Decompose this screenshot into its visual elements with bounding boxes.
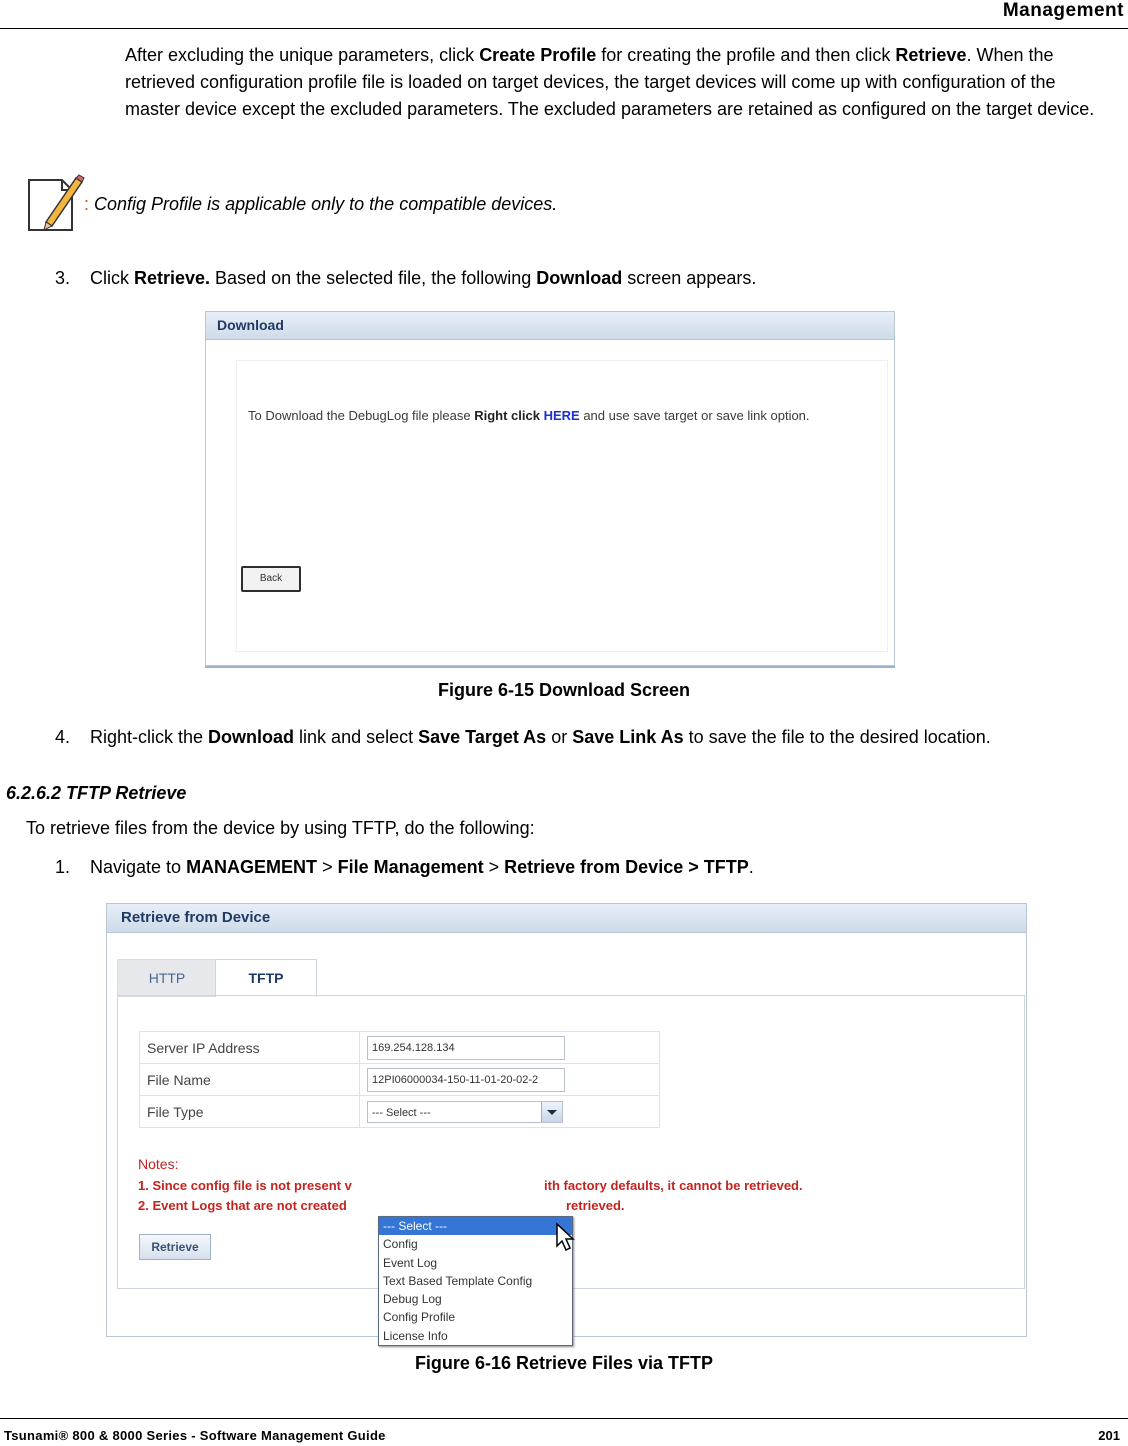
figure-caption-tftp: Figure 6-16 Retrieve Files via TFTP bbox=[414, 1353, 714, 1373]
step-4-bold-1: Download bbox=[208, 727, 295, 747]
note-colon: : bbox=[84, 194, 90, 214]
step-3-text-1: Click bbox=[90, 268, 134, 288]
section-intro: To retrieve files from the device by using TFTP, do the following: bbox=[26, 818, 535, 838]
dropdown-option[interactable]: Event Log bbox=[383, 1255, 438, 1270]
step-4-text-4: to save the file to the desired location. bbox=[683, 727, 991, 747]
notes-heading: Notes: bbox=[138, 1156, 179, 1172]
server-ip-label: Server IP Address bbox=[140, 1032, 360, 1064]
step-4-bold-3: Save Link As bbox=[572, 727, 684, 747]
note-body: Config Profile is applicable only to the compatible devices. bbox=[89, 194, 558, 214]
footer-doc-title: Tsunami® 800 & 8000 Series - Software Management Guide bbox=[4, 1428, 386, 1443]
step-3-number: 3. bbox=[55, 268, 71, 288]
step-4-text-1: Right-click the bbox=[90, 727, 209, 747]
note-pencil-icon bbox=[26, 172, 88, 232]
file-type-cell bbox=[360, 1096, 660, 1128]
form-row-file-type bbox=[140, 1096, 660, 1128]
download-panel-body bbox=[236, 360, 888, 652]
intro-text-3: . When the retrieved configuration profile file is loaded on target devices, the target devices will come up with configuration of the master device except the excluded parameters. The excluded parameters are retained as configured on the target device. bbox=[125, 45, 1095, 119]
download-message bbox=[248, 408, 810, 423]
figure-caption-download: Figure 6-15 Download Screen bbox=[437, 680, 691, 700]
note-1-end: ith factory defaults, it cannot be retrieved. bbox=[544, 1178, 803, 1193]
create-profile-term: Create Profile bbox=[479, 45, 597, 65]
intro-paragraph bbox=[125, 42, 1105, 123]
step-1-text-2: > bbox=[317, 857, 338, 877]
download-screen-figure bbox=[205, 311, 895, 666]
step-4 bbox=[55, 727, 991, 748]
footer-page-number: 201 bbox=[1098, 1428, 1120, 1443]
dropdown-option[interactable]: Config Profile bbox=[383, 1310, 456, 1325]
page-header-title: Management bbox=[1002, 0, 1124, 21]
retrieve-panel-title: Retrieve from Device bbox=[107, 904, 1026, 933]
step-4-bold-2: Save Target As bbox=[418, 727, 547, 747]
download-panel-title: Download bbox=[206, 312, 894, 340]
note-2-start: 2. Event Logs that are not created bbox=[138, 1198, 347, 1213]
note-1-start: 1. Since config file is not present v bbox=[138, 1178, 352, 1193]
download-message-bold: Right click bbox=[474, 408, 540, 423]
download-message-text-1: To Download the DebugLog file please bbox=[248, 408, 475, 423]
form-row-server-ip bbox=[140, 1032, 660, 1064]
note-2-end: retrieved. bbox=[566, 1198, 625, 1213]
step-4-number: 4. bbox=[55, 727, 71, 747]
retrieve-button[interactable]: Retrieve bbox=[139, 1234, 211, 1260]
intro-text-1: After excluding the unique parameters, click bbox=[125, 45, 480, 65]
server-ip-input[interactable]: 169.254.128.134 bbox=[367, 1036, 565, 1060]
file-type-select[interactable] bbox=[367, 1101, 563, 1123]
step-1-text-3: > bbox=[483, 857, 505, 877]
step-3-bold-1: Retrieve. bbox=[134, 268, 211, 288]
file-name-input[interactable]: 12PI06000034-150-11-01-20-02-2 bbox=[367, 1068, 565, 1092]
step-1-bold-1: MANAGEMENT bbox=[186, 857, 318, 877]
step-3 bbox=[55, 268, 756, 289]
tftp-panel bbox=[117, 995, 1025, 1343]
step-4-text-2: link and select bbox=[294, 727, 419, 747]
notes-block bbox=[138, 1156, 803, 1218]
step-1-bold-2: File Management bbox=[337, 857, 484, 877]
step-1-number: 1. bbox=[55, 857, 71, 877]
dropdown-option[interactable]: License Info bbox=[383, 1328, 448, 1343]
step-1-text-4: . bbox=[748, 857, 754, 877]
chevron-down-icon[interactable] bbox=[541, 1102, 562, 1122]
server-ip-cell bbox=[360, 1032, 660, 1064]
mouse-cursor-icon bbox=[555, 1222, 575, 1252]
dropdown-option[interactable]: --- Select --- bbox=[379, 1217, 572, 1235]
note-1 bbox=[138, 1178, 803, 1198]
tab-http[interactable]: HTTP bbox=[117, 959, 217, 997]
tab-tftp[interactable]: TFTP bbox=[215, 959, 317, 997]
dropdown-option[interactable]: Text Based Template Config bbox=[383, 1273, 533, 1288]
retrieve-term: Retrieve bbox=[895, 45, 967, 65]
note-text bbox=[84, 194, 557, 215]
step-3-text-2: Based on the selected file, the following bbox=[210, 268, 537, 288]
back-button[interactable]: Back bbox=[241, 566, 301, 592]
tftp-form bbox=[139, 1031, 660, 1128]
file-type-label: File Type bbox=[140, 1096, 360, 1128]
note-2 bbox=[138, 1198, 625, 1218]
form-row-file-name bbox=[140, 1064, 660, 1096]
file-name-cell bbox=[360, 1064, 660, 1096]
step-3-text-3: screen appears. bbox=[622, 268, 757, 288]
step-1-text-1: Navigate to bbox=[90, 857, 187, 877]
file-type-dropdown-list bbox=[378, 1216, 573, 1346]
step-4-text-3: or bbox=[546, 727, 573, 747]
dropdown-option[interactable]: Debug Log bbox=[383, 1292, 442, 1307]
file-type-selected-value: --- Select --- bbox=[372, 1106, 431, 1119]
section-heading: 6.2.6.2 TFTP Retrieve bbox=[6, 783, 187, 803]
download-message-text-2: and use save target or save link option. bbox=[579, 408, 810, 423]
step-3-bold-2: Download bbox=[536, 268, 623, 288]
step-1 bbox=[55, 857, 754, 878]
retrieve-from-device-figure bbox=[106, 903, 1027, 1343]
intro-text-2: for creating the profile and then click bbox=[596, 45, 896, 65]
file-name-label: File Name bbox=[140, 1064, 360, 1096]
footer-divider bbox=[0, 1418, 1128, 1419]
dropdown-option[interactable]: Config bbox=[383, 1237, 418, 1252]
step-1-bold-3: Retrieve from Device > TFTP bbox=[504, 857, 749, 877]
download-here-link[interactable]: HERE bbox=[543, 408, 580, 423]
header-divider bbox=[0, 28, 1128, 29]
